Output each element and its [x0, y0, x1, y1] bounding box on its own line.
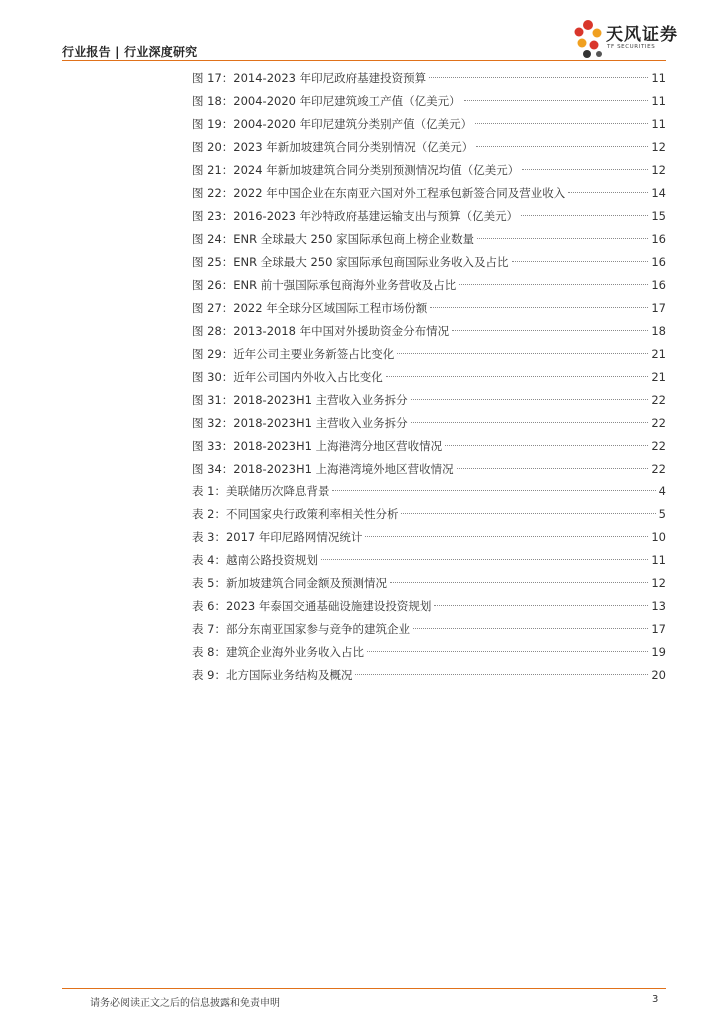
toc-leader [457, 468, 649, 469]
toc-entry-title: 表 5：新加坡建筑合同金额及预测情况 [192, 576, 387, 590]
toc-row[interactable] [192, 595, 666, 618]
toc-entry-title: 表 7：部分东南亚国家参与竞争的建筑企业 [192, 622, 410, 636]
toc-entry-title: 图 23：2016-2023 年沙特政府基建运输支出与预算（亿美元） [192, 209, 519, 223]
toc-entry-title: 图 17：2014-2023 年印尼政府基建投资预算 [192, 71, 427, 85]
toc-entry-page: 17 [651, 301, 666, 315]
toc-entry-title: 图 31：2018-2023H1 主营收入业务拆分 [192, 393, 408, 407]
toc-row[interactable] [192, 320, 666, 343]
toc-entry-page: 17 [651, 622, 666, 636]
footer-divider [62, 988, 666, 989]
logo-mark-icon [572, 18, 606, 60]
toc-leader [332, 490, 655, 491]
toc-entry-page: 22 [651, 393, 666, 407]
toc-entry-page: 10 [651, 530, 666, 544]
toc-entry-title: 表 9：北方国际业务结构及概况 [192, 668, 353, 682]
toc-entry-page: 19 [651, 645, 666, 659]
toc-entry-title: 表 6：2023 年泰国交通基础设施建设投资规划 [192, 599, 432, 613]
toc-row[interactable] [192, 228, 666, 251]
figure-index [192, 67, 666, 481]
toc-leader [411, 399, 649, 400]
toc-leader [476, 146, 648, 147]
toc-leader [321, 559, 648, 560]
toc-entry-title: 图 19：2004-2020 年印尼建筑分类别产值（亿美元） [192, 117, 473, 131]
toc-entry-page: 18 [651, 324, 666, 338]
toc-row[interactable] [192, 549, 666, 572]
toc-leader [411, 422, 649, 423]
toc-entry-title: 表 1：美联储历次降息背景 [192, 484, 330, 498]
company-logo [572, 18, 682, 60]
toc-row[interactable] [192, 664, 666, 687]
toc-entry-title: 图 25：ENR 全球最大 250 家国际承包商国际业务收入及占比 [192, 255, 509, 269]
toc-row[interactable] [192, 205, 666, 228]
toc-entry-page: 20 [651, 668, 666, 682]
toc-row[interactable] [192, 503, 666, 526]
toc-entry-title: 表 4：越南公路投资规划 [192, 553, 318, 567]
toc-entry-page: 16 [651, 255, 666, 269]
toc-row[interactable] [192, 90, 666, 113]
toc-row[interactable] [192, 274, 666, 297]
toc-row[interactable] [192, 435, 666, 458]
toc-leader [367, 651, 648, 652]
toc-row[interactable] [192, 641, 666, 664]
toc-entry-title: 图 20：2023 年新加坡建筑合同分类别情况（亿美元） [192, 140, 474, 154]
toc-entry-page: 11 [651, 94, 666, 108]
toc-leader [386, 376, 649, 377]
toc-entry-page: 21 [651, 370, 666, 384]
toc-entry-page: 15 [651, 209, 666, 223]
toc-leader [464, 100, 649, 101]
toc-entry-page: 12 [651, 140, 666, 154]
toc-leader [452, 330, 648, 331]
toc-leader [521, 215, 648, 216]
toc-row[interactable] [192, 297, 666, 320]
toc-row[interactable] [192, 389, 666, 412]
toc-entry-page: 21 [651, 347, 666, 361]
toc-leader [430, 307, 648, 308]
toc-row[interactable] [192, 480, 666, 503]
toc-entry-page: 22 [651, 416, 666, 430]
toc-leader [390, 582, 648, 583]
toc-entry-page: 14 [651, 186, 666, 200]
logo-subtitle: TF SECURITIES [607, 44, 656, 50]
header-divider [62, 60, 666, 61]
toc-entry-title: 图 26：ENR 前十强国际承包商海外业务营收及占比 [192, 278, 457, 292]
toc-entry-title: 图 33：2018-2023H1 上海港湾分地区营收情况 [192, 439, 443, 453]
footer-disclaimer: 请务必阅读正文之后的信息披露和免责申明 [90, 998, 280, 1009]
toc-entry-title: 图 29：近年公司主要业务新签占比变化 [192, 347, 395, 361]
toc-entry-title: 表 8：建筑企业海外业务收入占比 [192, 645, 364, 659]
toc-leader [512, 261, 649, 262]
toc-row[interactable] [192, 67, 666, 90]
toc-entry-title: 图 34：2018-2023H1 上海港湾境外地区营收情况 [192, 462, 454, 476]
toc-entry-page: 12 [651, 576, 666, 590]
toc-leader [475, 123, 648, 124]
report-type-label: 行业报告 | 行业深度研究 [62, 45, 198, 59]
toc-row[interactable] [192, 251, 666, 274]
toc-leader [477, 238, 648, 239]
toc-entry-page: 4 [658, 484, 666, 498]
toc-row[interactable] [192, 343, 666, 366]
toc-row[interactable] [192, 136, 666, 159]
toc-entry-page: 22 [651, 439, 666, 453]
toc-leader [459, 284, 648, 285]
toc-entry-title: 图 21：2024 年新加坡建筑合同分类别预测情况均值（亿美元） [192, 163, 520, 177]
toc-row[interactable] [192, 526, 666, 549]
toc-entry-title: 图 27：2022 年全球分区域国际工程市场份额 [192, 301, 428, 315]
toc-entry-page: 5 [658, 507, 666, 521]
toc-leader [397, 353, 648, 354]
toc-entry-page: 11 [651, 553, 666, 567]
toc-row[interactable] [192, 159, 666, 182]
toc-entry-title: 图 30：近年公司国内外收入占比变化 [192, 370, 383, 384]
toc-leader [355, 674, 648, 675]
toc-entry-title: 图 22：2022 年中国企业在东南亚六国对外工程承包新签合同及营业收入 [192, 186, 566, 200]
toc-leader [413, 628, 648, 629]
toc-entry-title: 图 32：2018-2023H1 主营收入业务拆分 [192, 416, 408, 430]
toc-entry-title: 图 18：2004-2020 年印尼建筑竣工产值（亿美元） [192, 94, 461, 108]
toc-entry-page: 22 [651, 462, 666, 476]
toc-entry-title: 表 2：不同国家央行政策利率相关性分析 [192, 507, 399, 521]
toc-entry-title: 表 3：2017 年印尼路网情况统计 [192, 530, 363, 544]
toc-row[interactable] [192, 182, 666, 205]
toc-leader [434, 605, 648, 606]
toc-leader [445, 445, 648, 446]
toc-leader [568, 192, 648, 193]
toc-row[interactable] [192, 572, 666, 595]
toc-leader [401, 513, 655, 514]
toc-entry-page: 11 [651, 71, 666, 85]
toc-entry-title: 图 24：ENR 全球最大 250 家国际承包商上榜企业数量 [192, 232, 475, 246]
toc-leader [522, 169, 648, 170]
logo-name: 天风证券 [606, 25, 678, 45]
toc-row[interactable] [192, 113, 666, 136]
toc-row[interactable] [192, 458, 666, 481]
table-index [192, 480, 666, 687]
toc-entry-title: 图 28：2013-2018 年中国对外援助资金分布情况 [192, 324, 450, 338]
toc-entry-page: 16 [651, 232, 666, 246]
toc-entry-page: 16 [651, 278, 666, 292]
toc-entry-page: 11 [651, 117, 666, 131]
toc-leader [365, 536, 648, 537]
toc-row[interactable] [192, 618, 666, 641]
page-number: 3 [652, 994, 659, 1005]
toc-entry-page: 12 [651, 163, 666, 177]
toc-row[interactable] [192, 412, 666, 435]
toc-row[interactable] [192, 366, 666, 389]
toc-entry-page: 13 [651, 599, 666, 613]
toc-leader [429, 77, 648, 78]
